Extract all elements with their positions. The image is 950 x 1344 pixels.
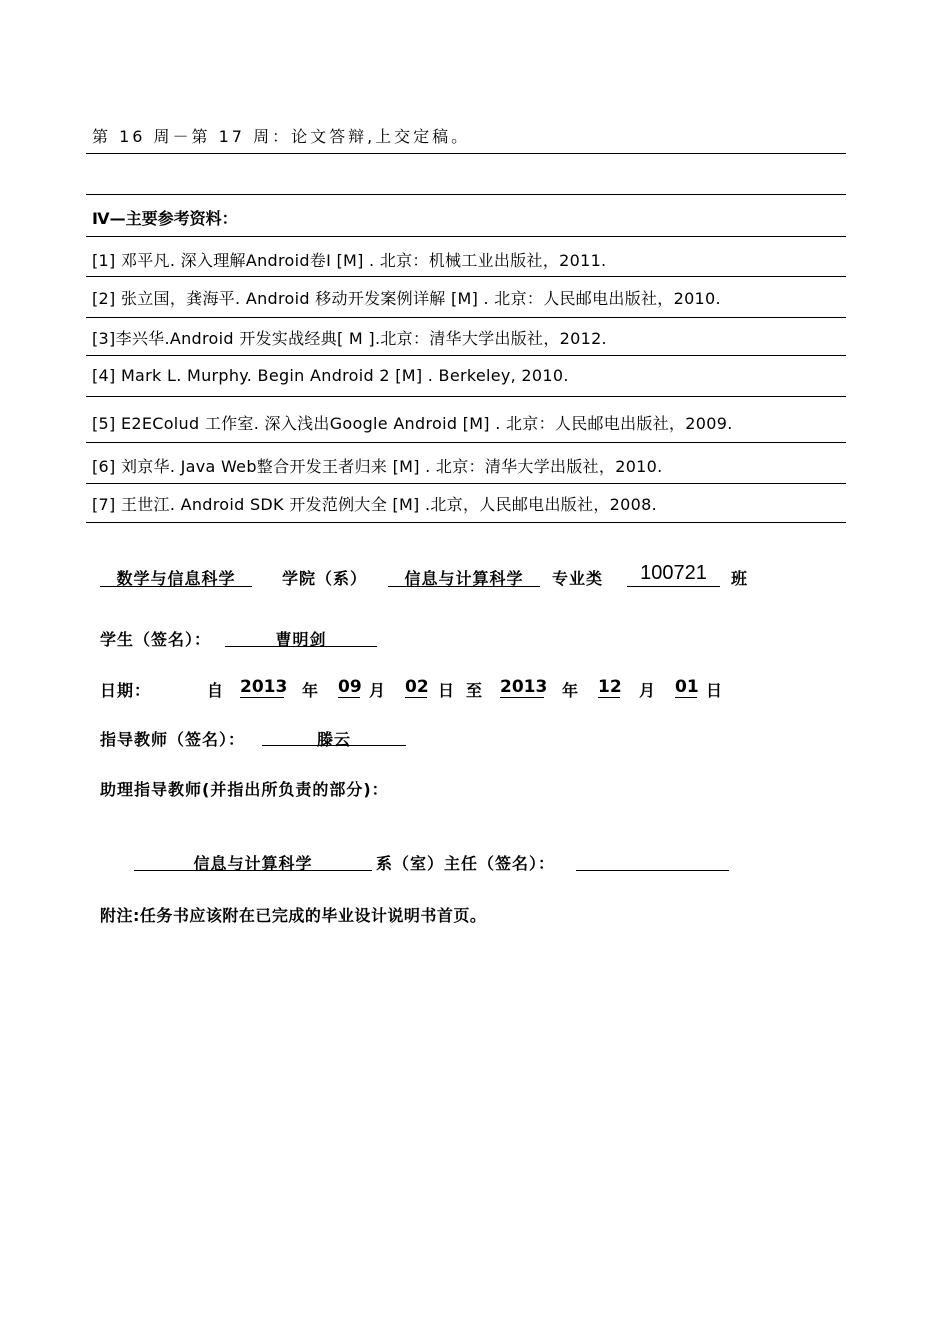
attachment-note: 附注:任务书应该附在已完成的毕业设计说明书首页。	[100, 906, 487, 925]
divider	[86, 396, 846, 397]
director-signature-underline	[576, 870, 729, 871]
class-number-underline	[627, 586, 720, 587]
reference-item-3: [3]李兴华.Android 开发实战经典[ M ].北京：清华大学出版社，2012.	[92, 329, 607, 348]
divider	[86, 483, 846, 484]
major-field: 信息与计算科学	[404, 569, 524, 588]
advisor-underline	[262, 745, 406, 746]
school-field: 数学与信息科学	[116, 569, 236, 588]
start-day-char: 日	[438, 681, 456, 700]
reference-item-4: [4] Mark L. Murphy. Begin Android 2 [M] . Berkeley, 2010.	[92, 366, 569, 385]
divider	[86, 442, 846, 443]
divider	[86, 355, 846, 356]
reference-item-7: [7] 王世江. Android SDK 开发范例大全 [M] .北京，人民邮电出版社，2008.	[92, 495, 657, 514]
school-suffix: 学院（系）	[282, 569, 368, 588]
end-year-field: 2013	[500, 677, 548, 697]
end-year-underline	[500, 697, 544, 698]
student-name-field: 曹明剑	[275, 630, 327, 649]
start-day-field: 02	[405, 677, 429, 697]
end-day-underline	[675, 697, 697, 698]
date-to-word: 至	[466, 681, 484, 700]
start-month-field: 09	[338, 677, 362, 697]
assistant-advisor-label: 助理指导教师(并指出所负责的部分)：	[100, 780, 389, 799]
director-label: 系（室）主任（签名）：	[376, 854, 556, 873]
divider	[86, 276, 846, 277]
start-year-field: 2013	[240, 677, 288, 697]
date-label: 日期：	[100, 681, 152, 700]
school-underline	[100, 586, 252, 587]
reference-item-5: [5] E2EColud 工作室. 深入浅出Google Android [M] . 北京：人民邮电出版社，2009.	[92, 414, 733, 433]
reference-item-2: [2] 张立国，龚海平. Android 移动开发案例详解 [M] . 北京：人民邮电出版社，2010.	[92, 289, 721, 308]
end-day-char: 日	[706, 681, 724, 700]
start-month-char: 月	[369, 681, 387, 700]
divider	[86, 236, 846, 237]
references-heading: Ⅳ—主要参考资料：	[92, 209, 238, 228]
start-day-underline	[405, 697, 427, 698]
advisor-name-field: 滕云	[316, 730, 351, 749]
divider	[86, 317, 846, 318]
end-month-field: 12	[598, 677, 622, 697]
reference-item-6: [6] 刘京华. Java Web整合开发王者归来 [M] . 北京：清华大学出版社，2010.	[92, 457, 663, 476]
schedule-final-week: 第 16 周－第 17 周：论文答辩,上交定稿。	[92, 127, 471, 146]
date-from-word: 自	[207, 681, 225, 700]
divider	[86, 522, 846, 523]
end-year-char: 年	[562, 681, 580, 700]
major-suffix: 专业类	[552, 569, 604, 588]
reference-item-1: [1] 邓平凡. 深入理解Android卷Ⅰ [M] . 北京：机械工业出版社，2011.	[92, 251, 607, 270]
class-suffix: 班	[731, 569, 749, 588]
start-year-char: 年	[302, 681, 320, 700]
student-underline	[225, 646, 377, 647]
class-number-field: 100721	[640, 562, 707, 584]
start-month-underline	[338, 697, 360, 698]
divider	[86, 194, 846, 195]
department-underline	[134, 870, 372, 871]
end-month-underline	[598, 697, 620, 698]
department-field: 信息与计算科学	[193, 854, 313, 873]
start-year-underline	[240, 697, 284, 698]
divider	[86, 153, 846, 154]
end-day-field: 01	[675, 677, 699, 697]
advisor-label: 指导教师（签名）：	[100, 730, 246, 749]
end-month-char: 月	[639, 681, 657, 700]
student-label: 学生（签名）：	[100, 630, 212, 649]
major-underline	[388, 586, 540, 587]
